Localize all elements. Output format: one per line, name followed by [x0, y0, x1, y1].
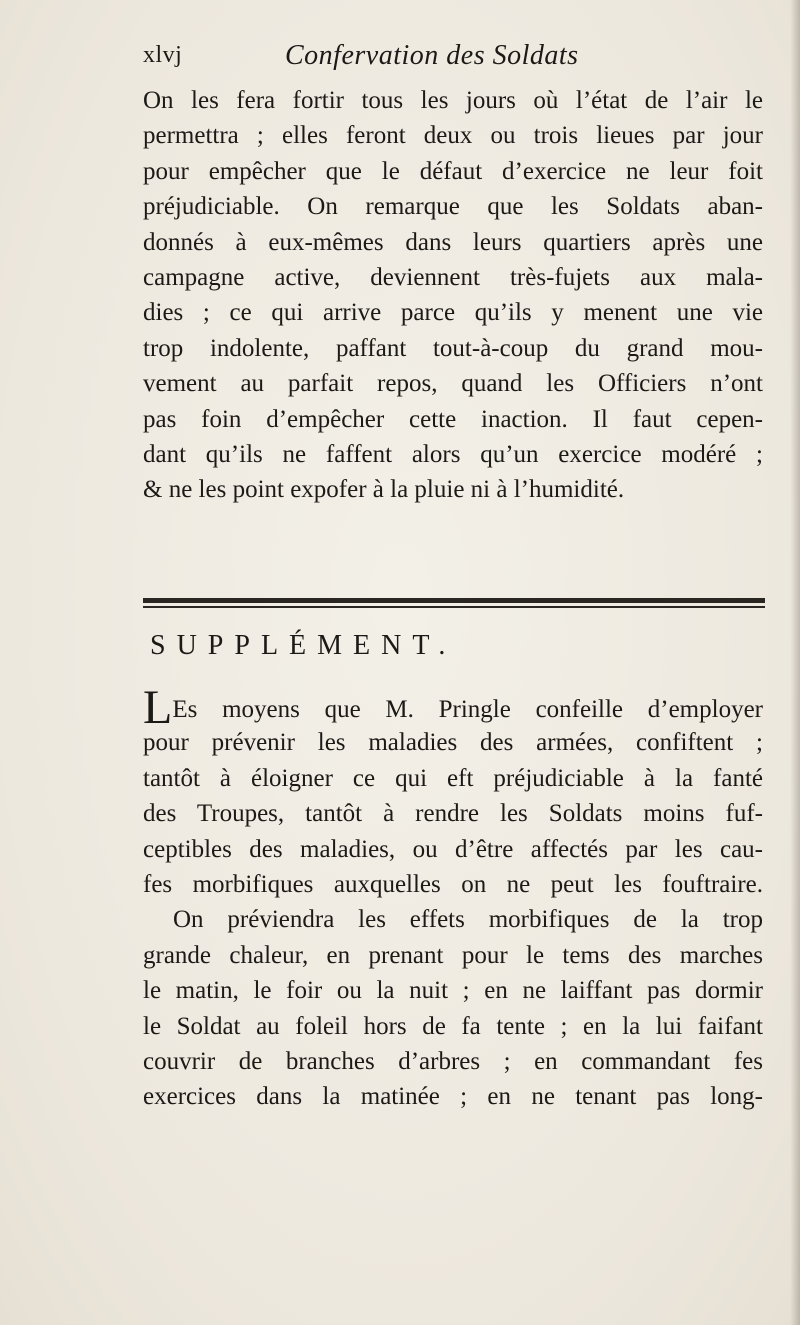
- text-line: donnés à eux-mêmes dans leurs quartiers après une: [143, 228, 763, 256]
- text-line: On les fera fortir tous les jours où l’état de l’air le: [143, 87, 763, 114]
- text-line: grande chaleur, en prenant pour le tems des marches: [143, 941, 763, 969]
- text-line: exercices dans la matinée ; en ne tenant pas long-: [143, 1083, 763, 1111]
- running-title: Confervation des Soldats: [285, 40, 579, 71]
- text-line: dies ; ce qui arrive parce qu’ils y menent une vie: [143, 299, 763, 327]
- text-line: pour prévenir les maladies des armées, confiftent ;: [143, 729, 763, 757]
- text-line: dant qu’ils ne faffent alors qu’un exercice modéré ;: [143, 440, 763, 468]
- page-header: [143, 42, 743, 82]
- section-heading: SUPPLÉMENT.: [150, 630, 457, 661]
- text-line: couvrir de branches d’arbres ; en commandant fes: [143, 1047, 763, 1075]
- supplement-paragraph: [143, 681, 763, 1115]
- text-line: campagne active, deviennent très-fujets aux mala-: [143, 263, 763, 291]
- text-line: tantôt à éloigner ce qui eft préjudiciable à la fanté: [143, 764, 763, 792]
- text-line: le Soldat au foleil hors de fa tente ; en la lui faifant: [143, 1012, 763, 1040]
- text-line-first: [143, 681, 763, 734]
- page-number: xlvj: [143, 42, 183, 68]
- text-line: trop indolente, paffant tout-à-coup du grand mou-: [143, 334, 763, 362]
- section-rule-thin: [143, 606, 765, 608]
- text-line: & ne les point expofer à la pluie ni à l’humidité.: [143, 476, 625, 504]
- text-line: vement au parfait repos, quand les Officiers n’ont: [143, 370, 763, 398]
- text-line: fes morbifiques auxquelles on ne peut les fouftraire.: [143, 870, 763, 898]
- text-line: On préviendra les effets morbifiques de la trop: [173, 906, 763, 934]
- text-line: pas foin d’empêcher cette inaction. Il faut cepen-: [143, 405, 763, 433]
- text-line: ceptibles des maladies, ou d’être affectés par les cau-: [143, 835, 763, 863]
- text-line: des Troupes, tantôt à rendre les Soldats moins fuf-: [143, 800, 763, 828]
- page-edge-shadow: [790, 0, 800, 1325]
- first-line-text: Es moyens que M. Pringle confeille d’employer: [172, 696, 763, 723]
- text-line: préjudiciable. On remarque que les Soldats aban-: [143, 193, 763, 221]
- top-paragraph: [143, 83, 763, 508]
- text-line: permettra ; elles feront deux ou trois lieues par jour: [143, 122, 763, 150]
- text-line: pour empêcher que le défaut d’exercice ne leur foit: [143, 157, 763, 185]
- section-rule-thick: [143, 598, 765, 603]
- drop-cap: L: [143, 681, 173, 734]
- text-line: le matin, le foir ou la nuit ; en ne laiffant pas dormir: [143, 977, 763, 1005]
